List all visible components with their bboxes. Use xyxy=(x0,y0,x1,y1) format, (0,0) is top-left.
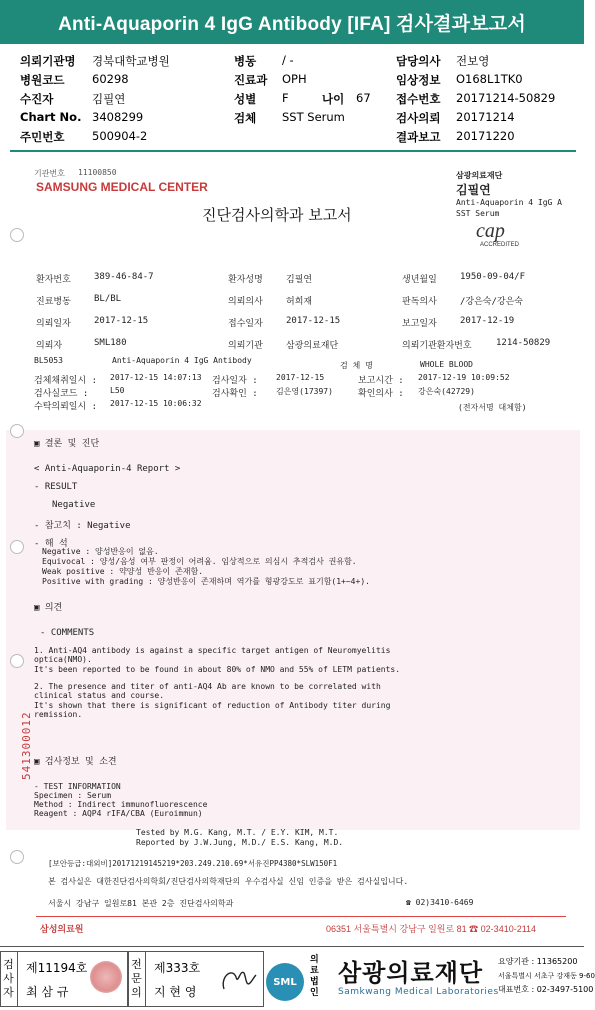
info-value: 2017-12-19 xyxy=(460,316,515,326)
info-label: 판독의사 xyxy=(402,297,437,307)
header-value: 20171214 xyxy=(456,110,515,124)
time-label: 검사실코드 : xyxy=(34,389,89,399)
info-label: 의뢰일자 xyxy=(36,319,71,329)
info-label: 의뢰기관 xyxy=(228,341,263,351)
header-label: 수진자 xyxy=(20,92,54,106)
info-value: 2017-12-15 xyxy=(286,316,341,326)
tester-seal xyxy=(90,961,122,993)
time-value: 2017-12-15 14:07:13 xyxy=(110,373,202,382)
test-info-line: Specimen : Serum xyxy=(34,791,112,800)
info-label: 접수일자 xyxy=(228,319,263,329)
header-label: 성별 xyxy=(234,92,257,106)
specimen-value: WHOLE BLOOD xyxy=(420,360,473,369)
header-label: 임상정보 xyxy=(396,73,441,87)
info-label: 보고일자 xyxy=(402,319,437,329)
contact-line: 요양기관 : 11365200 xyxy=(498,957,578,966)
punch-hole xyxy=(10,540,24,554)
contact-line: 대표번호 : 02-3497-5100 xyxy=(498,985,594,994)
section-conclusion: ▣ 결론 및 진단 xyxy=(34,439,100,449)
result-value: Negative xyxy=(52,500,96,510)
print-line: [보안등급:대외비]20171219145219*203.249.210.69*서유진PP4380*SLW150F1 xyxy=(48,859,338,868)
comment-line: 1. Anti-AQ4 antibody is against a specific target antigen of Neuromyelitis xyxy=(34,646,391,655)
comment-line: It's been reported to be found in about 80% of NMO and 55% of LETM patients. xyxy=(34,665,401,674)
info-value: 1950-09-04/F xyxy=(460,272,526,282)
test-code: BL5053 xyxy=(34,356,63,365)
rt-org: 삼광의료재단 xyxy=(456,171,503,180)
comment-line: remission. xyxy=(34,710,83,719)
cap-text: cap xyxy=(476,220,505,242)
info-value: 2017-12-15 xyxy=(94,316,149,326)
info-label: 생년월일 xyxy=(402,275,437,285)
header-value: 20171220 xyxy=(456,129,515,143)
time-value: 2017-12-15 xyxy=(276,373,325,382)
footer-right: 06351 서울특별시 강남구 일원로 81 ☎ 02-3410-2114 xyxy=(326,924,537,934)
phone-line: ☎ 02)3410-6469 xyxy=(406,898,474,907)
punch-hole xyxy=(10,850,24,864)
punch-hole xyxy=(10,228,24,242)
header-label: 병동 xyxy=(234,54,257,68)
time-label: 수탁의뢰일시 : xyxy=(34,402,98,412)
header-value: OPH xyxy=(282,72,307,86)
info-value: 삼광의료재단 xyxy=(286,341,339,351)
rt-test: Anti-Aquaporin 4 IgG A xyxy=(456,198,562,207)
test-name: Anti-Aquaporin 4 IgG Antibody xyxy=(112,356,252,365)
footer-left: 삼성의료원 xyxy=(40,924,84,934)
header-label: 진료과 xyxy=(234,73,268,87)
time-label: 검체채취일시 : xyxy=(34,376,98,386)
info-label: 의뢰의사 xyxy=(228,297,263,307)
cap-accredited: ACCREDITED xyxy=(480,242,520,248)
signature-bar xyxy=(0,946,595,1010)
info-label: 진료병동 xyxy=(36,297,71,307)
header-value: F xyxy=(282,91,289,105)
report-title: Anti-Aquaporin 4 IgG Antibody [IFA] 검사결과보고서 xyxy=(0,0,584,44)
info-value: 김필연 xyxy=(286,275,313,285)
barcode-label: 기관번호 xyxy=(34,169,65,178)
header-label: 병원코드 xyxy=(20,73,65,87)
time-value: 김은영(17397) xyxy=(276,387,333,396)
sml-small-label: 의료 법인 xyxy=(310,955,319,998)
header-value: 20171214-50829 xyxy=(456,91,556,105)
comments-label: - COMMENTS xyxy=(40,628,95,638)
header-divider xyxy=(10,150,576,152)
sml-english: Samkwang Medical Laboratories xyxy=(338,987,499,997)
interp-line: Positive with grading : 양성반응이 존재하며 역가를 형광강도로 표기함(1+~4+). xyxy=(42,577,370,586)
header-value: SST Serum xyxy=(282,110,345,124)
info-label: 환자성명 xyxy=(228,275,263,285)
info-value: BL/BL xyxy=(94,294,122,304)
contact-line: 서울특별시 서초구 강재동 9-60 xyxy=(498,972,595,980)
header-value: 3408299 xyxy=(92,110,144,124)
info-value: SML180 xyxy=(94,338,127,348)
reported-by: Reported by J.W.Jung, M.D./ E.S. Kang, M.D. xyxy=(136,838,344,847)
tested-by: Tested by M.G. Kang, M.T. / E.Y. KIM, M.T. xyxy=(136,828,339,837)
rt-name: 김필연 xyxy=(456,183,491,197)
specimen-label: 검 체 명 xyxy=(340,361,373,370)
age-label: 나이 xyxy=(322,92,345,106)
header-value: 500904-2 xyxy=(92,129,148,143)
reference-label: - 참고치 : Negative xyxy=(34,521,131,531)
header-label: 검체 xyxy=(234,111,257,125)
header-label: Chart No. xyxy=(20,110,82,124)
sml-name: 삼광의료재단 xyxy=(338,959,484,987)
header-label: 접수번호 xyxy=(396,92,441,106)
tester-name: 최 삼 규 xyxy=(26,985,69,999)
address-line: 서울시 강남구 일원로81 본관 2층 진단검사의학과 xyxy=(48,899,234,908)
cap-logo xyxy=(472,220,542,252)
specialist-label: 전문의 xyxy=(128,951,146,1007)
header-value: 경북대학교병원 xyxy=(92,54,170,68)
info-value: 389-46-84-7 xyxy=(94,272,154,282)
tester-label: 검사자 xyxy=(0,951,18,1007)
cert-line: 본 검사실은 대한진단검사의학회/진단검사의학재단의 우수검사실 신임 인증을 받은 검사실입니다. xyxy=(48,877,409,886)
time-label: 보고시간 : xyxy=(358,376,404,386)
section-test-info: ▣ 검사정보 및 소견 xyxy=(34,757,117,767)
scanned-report xyxy=(6,160,580,942)
specialist-name: 지 현 영 xyxy=(154,985,197,999)
comment-line: clinical status and course. xyxy=(34,691,165,700)
tester-license: 제11194호 xyxy=(26,961,88,975)
header-value: / - xyxy=(282,53,294,67)
report-heading: < Anti-Aquaporin-4 Report > xyxy=(34,464,181,474)
header-label: 의뢰기관명 xyxy=(20,54,76,68)
interp-line: Negative : 양성반응이 없음. xyxy=(42,547,159,556)
interp-line: Weak positive : 약양성 반응이 존재함. xyxy=(42,567,204,576)
punch-hole xyxy=(10,424,24,438)
header-value: O168L1TK0 xyxy=(456,72,523,86)
time-value: 강은숙(42729) xyxy=(418,387,475,396)
info-label: 의뢰기관환자번호 xyxy=(402,341,472,351)
header-value: 60298 xyxy=(92,72,129,86)
time-value: L50 xyxy=(110,386,125,395)
result-label: - RESULT xyxy=(34,482,78,492)
time-value: 2017-12-19 10:09:52 xyxy=(418,373,510,382)
rt-spec: SST Serum xyxy=(456,209,500,218)
header-label: 주민번호 xyxy=(20,130,65,144)
time-label: 검사일자 : xyxy=(212,376,258,386)
age-value: 67 xyxy=(356,91,371,105)
interpretation-label: - 해 석 xyxy=(34,539,68,549)
test-info-line: Reagent : AQP4 rIFA/CBA (Euroimmun) xyxy=(34,809,203,818)
sml-circle: SML xyxy=(266,963,304,1001)
side-serial: 541300012 xyxy=(20,711,33,780)
smc-logo: SAMSUNG MEDICAL CENTER xyxy=(36,180,208,194)
header-label: 결과보고 xyxy=(396,130,441,144)
barcode-number: 11100850 xyxy=(78,168,117,177)
time-label: 검사확인 : xyxy=(212,389,258,399)
info-label: 환자번호 xyxy=(36,275,71,285)
interp-line: Equivocal : 양성/음성 여부 판정이 어려움. 임상적으로 의심시 추적검사 권유함. xyxy=(42,557,357,566)
comment-line: It's shown that there is significant of reduction of Antibody titer during xyxy=(34,701,391,710)
time-label: 확인의사 : xyxy=(358,389,404,399)
header-value: 전보영 xyxy=(456,54,490,68)
info-label: 의뢰자 xyxy=(36,341,63,351)
doc-title: 진단검사의학과 보고서 xyxy=(202,206,352,224)
specialist-signature xyxy=(218,959,258,999)
punch-hole xyxy=(10,654,24,668)
footer-divider xyxy=(36,916,566,917)
section-opinion: ▣ 의견 xyxy=(34,603,63,613)
test-info-line: - TEST INFORMATION xyxy=(34,782,121,791)
info-value: /강은숙/강은숙 xyxy=(460,297,524,307)
contact-block xyxy=(498,955,595,997)
time-value: 2017-12-15 10:06:32 xyxy=(110,399,202,408)
test-info-line: Method : Indirect immunofluorescence xyxy=(34,800,208,809)
header-value: 김필연 xyxy=(92,92,126,106)
comment-line: optica(NMO). xyxy=(34,655,92,664)
info-value: 허희재 xyxy=(286,297,313,307)
e-signature-note: (전자서명 대체함) xyxy=(458,403,527,412)
specialist-license: 제333호 xyxy=(154,961,201,975)
header-label: 검사의뢰 xyxy=(396,111,441,125)
comment-line: 2. The presence and titer of anti-AQ4 Ab are known to be correlated with xyxy=(34,682,381,691)
header-label: 담당의사 xyxy=(396,54,441,68)
info-value: 1214-50829 xyxy=(496,338,551,348)
